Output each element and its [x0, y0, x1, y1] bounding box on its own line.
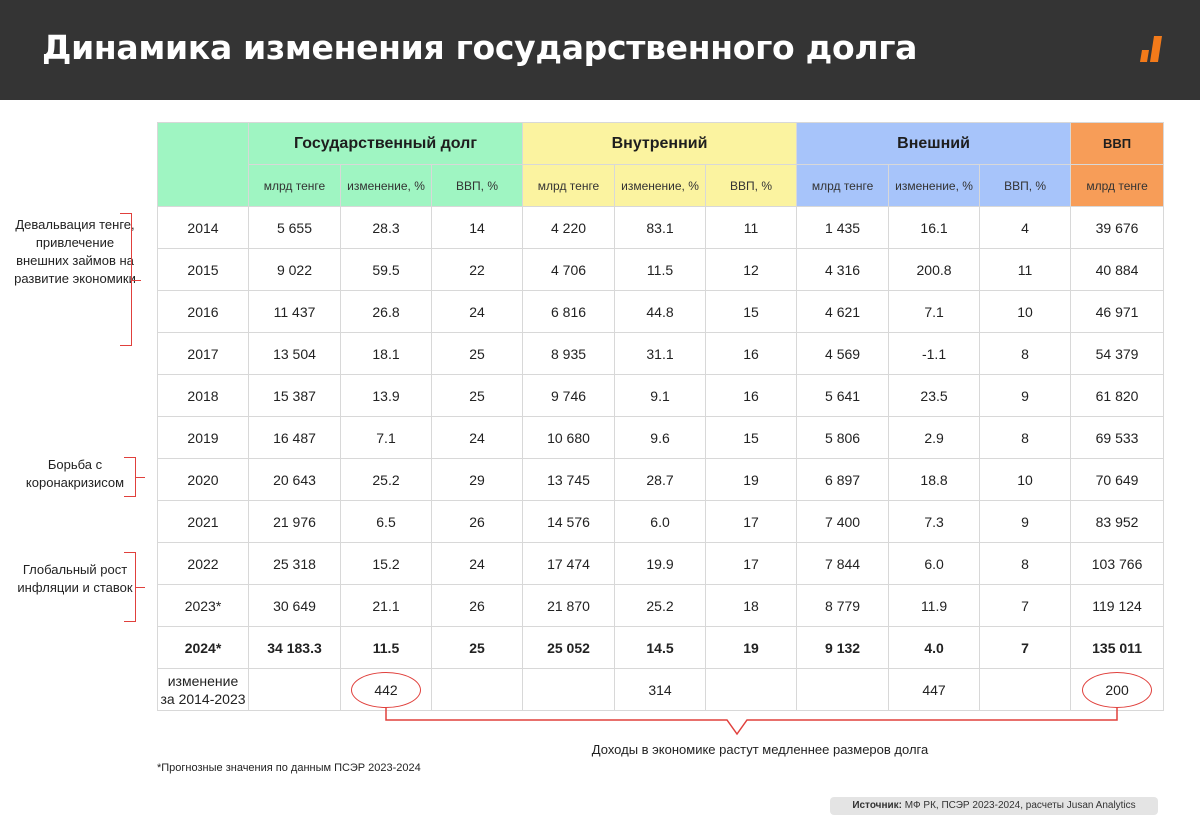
sub-header-cell: изменение, % — [341, 165, 432, 207]
value-cell: 16 487 — [249, 417, 341, 459]
value-cell: 4 — [980, 207, 1071, 249]
sub-header-row — [158, 165, 1164, 207]
value-cell: 9 — [980, 375, 1071, 417]
value-cell: 11 — [706, 207, 797, 249]
change-label-line1: изменение — [167, 672, 239, 689]
value-cell: 14.5 — [615, 627, 706, 669]
value-cell: 23.5 — [889, 375, 980, 417]
debt-table — [157, 122, 1164, 711]
value-cell: 7.1 — [341, 417, 432, 459]
value-cell: 7.3 — [889, 501, 980, 543]
note-inflation: Глобальный рост инфляции и ставок — [17, 562, 133, 595]
value-cell: 7 844 — [797, 543, 889, 585]
value-cell: 9 022 — [249, 249, 341, 291]
value-cell: 15.2 — [341, 543, 432, 585]
value-cell: 119 124 — [1071, 585, 1164, 627]
bracket-devaluation — [120, 213, 132, 346]
change-value: 447 — [922, 681, 946, 698]
value-cell: 17 — [706, 501, 797, 543]
value-cell: 7 — [980, 585, 1071, 627]
value-cell: 20 643 — [249, 459, 341, 501]
corner-cell — [158, 123, 249, 207]
value-cell: 17 474 — [523, 543, 615, 585]
change-row — [158, 669, 1164, 711]
value-cell: 18.1 — [341, 333, 432, 375]
value-cell: 24 — [432, 543, 523, 585]
value-cell: 22 — [432, 249, 523, 291]
value-cell: 44.8 — [615, 291, 706, 333]
group-internal: Внутренний — [523, 123, 797, 165]
external-change-cell — [889, 669, 980, 711]
value-cell: 25.2 — [341, 459, 432, 501]
group-header-row — [158, 123, 1164, 165]
value-cell: 18 — [706, 585, 797, 627]
table-row — [158, 207, 1164, 249]
value-cell: 10 680 — [523, 417, 615, 459]
year-cell: 2024* — [158, 627, 249, 669]
table-body — [158, 207, 1164, 711]
table-row — [158, 585, 1164, 627]
empty-cell — [706, 669, 797, 711]
value-cell: 6.0 — [615, 501, 706, 543]
source-text: МФ РК, ПСЭР 2023-2024, расчеты Jusan Analytics — [902, 800, 1136, 811]
change-value: 442 — [374, 681, 398, 698]
value-cell: 70 649 — [1071, 459, 1164, 501]
value-cell: 7.1 — [889, 291, 980, 333]
year-cell: 2016 — [158, 291, 249, 333]
value-cell: 25 — [432, 333, 523, 375]
table-row — [158, 627, 1164, 669]
table-row — [158, 333, 1164, 375]
year-cell: 2019 — [158, 417, 249, 459]
value-cell: 1 435 — [797, 207, 889, 249]
sub-header-cell: ВВП, % — [706, 165, 797, 207]
year-cell: 2022 — [158, 543, 249, 585]
year-cell: 2023* — [158, 585, 249, 627]
value-cell: 9 746 — [523, 375, 615, 417]
year-cell: 2018 — [158, 375, 249, 417]
value-cell: 26.8 — [341, 291, 432, 333]
value-cell: 25.2 — [615, 585, 706, 627]
value-cell: 69 533 — [1071, 417, 1164, 459]
note-covid: Борьба с коронакризисом — [25, 457, 125, 490]
value-cell: 13 504 — [249, 333, 341, 375]
table-row — [158, 375, 1164, 417]
value-cell: 28.7 — [615, 459, 706, 501]
empty-cell — [797, 669, 889, 711]
value-cell: 6 897 — [797, 459, 889, 501]
value-cell: 5 641 — [797, 375, 889, 417]
bracket-inflation — [124, 552, 136, 622]
value-cell: 28.3 — [341, 207, 432, 249]
value-cell: 54 379 — [1071, 333, 1164, 375]
value-cell: -1.1 — [889, 333, 980, 375]
empty-cell — [980, 669, 1071, 711]
value-cell: 34 183.3 — [249, 627, 341, 669]
empty-cell — [523, 669, 615, 711]
table-row — [158, 501, 1164, 543]
value-cell: 9 132 — [797, 627, 889, 669]
value-cell: 31.1 — [615, 333, 706, 375]
value-cell: 40 884 — [1071, 249, 1164, 291]
table-row — [158, 417, 1164, 459]
value-cell: 14 — [432, 207, 523, 249]
jusan-logo-icon — [1138, 32, 1172, 68]
value-cell: 4 316 — [797, 249, 889, 291]
value-cell: 83 952 — [1071, 501, 1164, 543]
value-cell: 24 — [432, 417, 523, 459]
value-cell: 7 — [980, 627, 1071, 669]
value-cell: 4 220 — [523, 207, 615, 249]
value-cell: 135 011 — [1071, 627, 1164, 669]
empty-cell — [432, 669, 523, 711]
value-cell: 13 745 — [523, 459, 615, 501]
value-cell: 26 — [432, 501, 523, 543]
value-cell: 25 052 — [523, 627, 615, 669]
highlight-ellipse — [351, 672, 421, 708]
empty-cell — [249, 669, 341, 711]
change-label-line2: за 2014-2023 — [160, 690, 246, 707]
table-row — [158, 543, 1164, 585]
gdp-change-cell — [1071, 669, 1164, 711]
value-cell: 19 — [706, 459, 797, 501]
group-gdp: ВВП — [1071, 123, 1164, 165]
internal-change-cell — [615, 669, 706, 711]
value-cell: 5 655 — [249, 207, 341, 249]
value-cell: 19 — [706, 627, 797, 669]
value-cell: 10 — [980, 459, 1071, 501]
value-cell: 6.5 — [341, 501, 432, 543]
value-cell: 6 816 — [523, 291, 615, 333]
value-cell: 9.1 — [615, 375, 706, 417]
value-cell: 15 — [706, 417, 797, 459]
sub-header-cell: изменение, % — [889, 165, 980, 207]
year-cell: 2017 — [158, 333, 249, 375]
page-title: Динамика изменения государственного долга — [42, 28, 918, 67]
group-gov-debt: Государственный долг — [249, 123, 523, 165]
sub-header-cell: ВВП, % — [980, 165, 1071, 207]
value-cell: 9 — [980, 501, 1071, 543]
bottom-caption: Доходы в экономике растут медленнее размеров долга — [591, 742, 929, 757]
change-label-cell — [158, 669, 249, 711]
value-cell: 30 649 — [249, 585, 341, 627]
value-cell: 24 — [432, 291, 523, 333]
value-cell: 21 976 — [249, 501, 341, 543]
value-cell: 4 706 — [523, 249, 615, 291]
value-cell: 11.9 — [889, 585, 980, 627]
value-cell: 7 400 — [797, 501, 889, 543]
value-cell: 15 387 — [249, 375, 341, 417]
year-cell: 2020 — [158, 459, 249, 501]
value-cell: 26 — [432, 585, 523, 627]
value-cell: 8 — [980, 417, 1071, 459]
sub-header-cell: изменение, % — [615, 165, 706, 207]
source-label: Источник: — [852, 800, 903, 811]
value-cell: 4 621 — [797, 291, 889, 333]
source-badge — [830, 797, 1158, 815]
value-cell: 25 318 — [249, 543, 341, 585]
value-cell: 8 — [980, 543, 1071, 585]
group-external: Внешний — [797, 123, 1071, 165]
value-cell: 5 806 — [797, 417, 889, 459]
change-value: 314 — [648, 681, 672, 698]
sub-header-cell: млрд тенге — [523, 165, 615, 207]
value-cell: 17 — [706, 543, 797, 585]
bracket-covid — [124, 457, 136, 497]
value-cell: 29 — [432, 459, 523, 501]
value-cell: 13.9 — [341, 375, 432, 417]
value-cell: 14 576 — [523, 501, 615, 543]
value-cell: 11.5 — [341, 627, 432, 669]
bottom-bracket — [385, 708, 1118, 738]
footnote: *Прогнозные значения по данным ПСЭР 2023-2024 — [157, 762, 421, 774]
value-cell: 12 — [706, 249, 797, 291]
change-value: 200 — [1105, 681, 1129, 698]
value-cell: 9.6 — [615, 417, 706, 459]
value-cell: 8 935 — [523, 333, 615, 375]
year-cell: 2015 — [158, 249, 249, 291]
value-cell: 16.1 — [889, 207, 980, 249]
sub-header-cell: млрд тенге — [1071, 165, 1164, 207]
sub-header-cell: ВВП, % — [432, 165, 523, 207]
value-cell: 59.5 — [341, 249, 432, 291]
value-cell: 16 — [706, 375, 797, 417]
value-cell: 21.1 — [341, 585, 432, 627]
sub-header-cell: млрд тенге — [249, 165, 341, 207]
sub-header-cell: млрд тенге — [797, 165, 889, 207]
value-cell: 8 779 — [797, 585, 889, 627]
value-cell: 4.0 — [889, 627, 980, 669]
value-cell: 6.0 — [889, 543, 980, 585]
value-cell: 83.1 — [615, 207, 706, 249]
value-cell: 19.9 — [615, 543, 706, 585]
value-cell: 25 — [432, 375, 523, 417]
highlight-ellipse — [1082, 672, 1152, 708]
value-cell: 11 — [980, 249, 1071, 291]
value-cell: 10 — [980, 291, 1071, 333]
value-cell: 46 971 — [1071, 291, 1164, 333]
value-cell: 21 870 — [523, 585, 615, 627]
value-cell: 15 — [706, 291, 797, 333]
value-cell: 103 766 — [1071, 543, 1164, 585]
table-row — [158, 459, 1164, 501]
year-cell: 2021 — [158, 501, 249, 543]
value-cell: 4 569 — [797, 333, 889, 375]
value-cell: 39 676 — [1071, 207, 1164, 249]
value-cell: 200.8 — [889, 249, 980, 291]
table-row — [158, 249, 1164, 291]
value-cell: 16 — [706, 333, 797, 375]
header-bar — [0, 0, 1200, 100]
value-cell: 18.8 — [889, 459, 980, 501]
value-cell: 11.5 — [615, 249, 706, 291]
gov-change-cell — [341, 669, 432, 711]
year-cell: 2014 — [158, 207, 249, 249]
note-devaluation: Девальвация тенге, привлечение внешних займов на развитие экономики — [14, 217, 136, 286]
value-cell: 8 — [980, 333, 1071, 375]
value-cell: 11 437 — [249, 291, 341, 333]
value-cell: 25 — [432, 627, 523, 669]
table-row — [158, 291, 1164, 333]
value-cell: 61 820 — [1071, 375, 1164, 417]
value-cell: 2.9 — [889, 417, 980, 459]
